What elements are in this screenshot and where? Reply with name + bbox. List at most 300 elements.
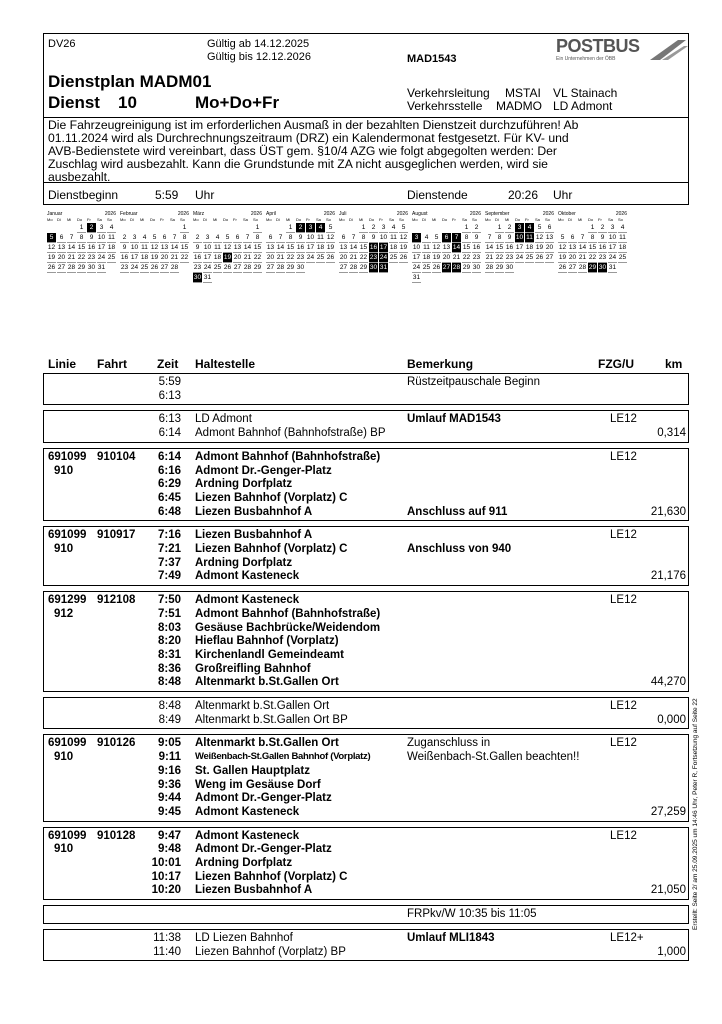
calendar-day: 1 — [588, 223, 597, 233]
calendar-empty — [485, 223, 494, 232]
zeit-value: 9:47 — [157, 829, 181, 842]
notice-text — [48, 119, 688, 184]
calendar-day: 6 — [233, 233, 242, 243]
calendar-day: 25 — [422, 264, 431, 271]
calendar-month — [485, 211, 554, 271]
weekday-label: So — [180, 217, 185, 222]
weekday-label: Fr — [452, 217, 456, 222]
calendar-day: 6 — [57, 233, 66, 243]
weekday-label: Mi — [505, 217, 510, 222]
calendar-day: 9 — [120, 243, 129, 253]
calendar-day: 19 — [223, 254, 232, 261]
linie-value: 691099 — [48, 529, 87, 542]
calendar-day: 23 — [120, 264, 129, 271]
fzg-value: LE12+ — [610, 931, 644, 944]
calendar-day: 1 — [180, 223, 189, 233]
calendar-day: 16 — [369, 244, 378, 251]
calendar-day: 4 — [389, 223, 398, 233]
calendar-day: 8 — [495, 233, 504, 243]
calendar-day: 31 — [379, 264, 388, 271]
col-haltestelle: Haltestelle — [195, 357, 256, 371]
linie-number: 910 — [54, 543, 74, 555]
haltestelle-value: St. Gallen Hauptplatz — [195, 764, 311, 777]
dienstbeginn-label: Dienstbeginn — [48, 188, 119, 202]
calendar-day: 2 — [369, 223, 378, 233]
weekday-label: Sa — [97, 217, 102, 222]
calendar-grid — [558, 223, 628, 273]
km-value: 1,000 — [657, 945, 686, 958]
calendar-empty — [452, 223, 461, 232]
page-title: Dienstplan MADM01 — [48, 72, 212, 91]
calendar-day: 21 — [170, 254, 179, 261]
weekday-label: Di — [203, 217, 207, 222]
calendar-day: 17 — [97, 244, 106, 251]
calendar-day: 10 — [412, 244, 421, 251]
haltestelle-value: Admont Bahnhof (Bahnhofstraße) BP — [195, 427, 386, 440]
haltestelle-value: Admont Kasteneck — [195, 805, 300, 818]
zeit-value: 10:01 — [151, 857, 181, 869]
calendar-day: 26 — [432, 264, 441, 271]
calendar-day: 10 — [97, 234, 106, 241]
calendar-month — [47, 211, 116, 271]
calendar-day: 26 — [399, 254, 408, 261]
zeit-value: 6:48 — [157, 505, 181, 518]
calendar-day: 10 — [306, 234, 315, 241]
weekday-label: Sa — [535, 217, 540, 222]
calendar-month-name: Oktober — [558, 211, 576, 217]
km-value: 44,270 — [650, 676, 686, 689]
valid-from: Gültig ab 14.12.2025 — [207, 38, 310, 50]
weekday-label: Mi — [359, 217, 364, 222]
calendar-day: 23 — [87, 254, 96, 261]
calendar-day: 17 — [306, 244, 315, 251]
haltestelle-value: Admont Kasteneck — [195, 594, 300, 607]
calendar-day: 8 — [286, 233, 295, 243]
km-value: 21,050 — [650, 884, 686, 897]
calendar-day: 11 — [141, 244, 148, 251]
bemerkung-value: Anschluss von 940 — [407, 543, 512, 555]
calendar-day: 9 — [369, 233, 378, 243]
calendar-day: 30 — [296, 264, 305, 271]
calendar-day: 13 — [568, 244, 577, 251]
calendar-day: 20 — [266, 254, 275, 261]
calendar-day: 20 — [339, 254, 348, 261]
dienstbeginn-uhr: Uhr — [195, 188, 215, 202]
dienstzeit-box — [43, 182, 689, 205]
calendar-day: 24 — [130, 264, 139, 271]
calendar-day: 22 — [588, 254, 597, 261]
calendar-day: 30 — [193, 274, 202, 281]
haltestelle-value: LD Liezen Bahnhof — [195, 931, 293, 944]
calendar-day: 3 — [608, 223, 617, 233]
doc-code: DV26 — [48, 38, 76, 50]
calendar-day: 23 — [598, 254, 607, 261]
col-linie: Linie — [48, 357, 77, 371]
km-value: 21,630 — [650, 505, 686, 518]
calendar-weekdays — [47, 217, 117, 222]
calendar-month-name: August — [412, 211, 428, 217]
notice-line: Die Fahrzeugreinigung ist im erforderlichen Ausmaß in der bezahlten Dienstzeit durchzuführen! Ab — [48, 118, 579, 132]
calendar-day: 14 — [276, 244, 285, 251]
calendar-day: 25 — [525, 254, 534, 261]
haltestelle-value: Admont Dr.-Genger-Platz — [195, 464, 332, 477]
fzg-value: LE12 — [610, 829, 637, 842]
weekday-label: Fr — [306, 217, 310, 222]
calendar-empty — [67, 223, 76, 232]
fahrt-value: 910128 — [97, 829, 136, 842]
bemerkung-value: FRPkv/W 10:35 bis 11:05 — [407, 908, 537, 921]
fzg-value: LE12 — [610, 737, 637, 750]
calendar-empty — [170, 223, 179, 232]
calendar-day: 26 — [535, 254, 544, 261]
calendar-day: 21 — [67, 254, 76, 261]
linie-value: 691099 — [48, 737, 87, 750]
weekday-label: Mi — [578, 217, 583, 222]
calendar-day: 23 — [296, 254, 305, 261]
calendar-day: 19 — [150, 254, 159, 261]
calendar-day: 12 — [558, 244, 567, 251]
calendar-day: 2 — [505, 223, 514, 233]
calendar-day: 10 — [203, 244, 212, 251]
calendar-empty — [233, 223, 242, 232]
calendar-empty — [193, 223, 202, 232]
calendar-weekdays — [485, 217, 555, 222]
zeit-value: 8:36 — [157, 662, 181, 675]
calendar-day: 24 — [412, 264, 421, 271]
calendar-day: 8 — [359, 233, 368, 243]
calendar-day: 22 — [180, 254, 189, 261]
km-value: 21,176 — [650, 570, 686, 583]
calendar-day: 26 — [558, 264, 567, 271]
calendar-day: 21 — [452, 254, 461, 261]
calendar-day: 4 — [213, 233, 222, 243]
calendar-empty — [422, 223, 431, 232]
calendar-month — [266, 211, 335, 271]
haltestelle-value: Liezen Bahnhof (Vorplatz) C — [195, 491, 348, 504]
calendar-day: 16 — [120, 254, 129, 261]
weekday-label: Mo — [412, 217, 418, 222]
haltestelle-value: Großreifling Bahnhof — [195, 662, 311, 675]
calendar-day: 14 — [452, 244, 461, 251]
calendar-day: 10 — [379, 234, 388, 241]
zeit-value: 8:31 — [157, 648, 181, 661]
calendar-day: 15 — [77, 244, 86, 251]
calendar-day: 10 — [515, 234, 524, 241]
calendar-day: 22 — [253, 254, 262, 261]
calendar-empty — [223, 223, 232, 232]
calendar-day: 17 — [608, 244, 617, 251]
calendar-day: 6 — [339, 233, 348, 243]
haltestelle-value: Liezen Busbahnhof A — [195, 529, 313, 542]
calendar-day: 7 — [452, 233, 461, 243]
calendar-day: 13 — [266, 244, 275, 251]
valid-to: Gültig bis 12.12.2026 — [207, 51, 311, 63]
weekday-label: Do — [150, 217, 156, 222]
calendar-day: 6 — [568, 233, 577, 243]
calendar-month — [558, 211, 627, 271]
zeit-value: 8:03 — [157, 621, 181, 634]
fzg-value: LE12 — [610, 450, 637, 463]
calendar-day: 11 — [619, 234, 626, 241]
calendar-month-name: März — [193, 211, 205, 217]
weekday-label: Do — [442, 217, 448, 222]
calendar-day: 11 — [108, 234, 115, 241]
calendar-day: 21 — [243, 254, 252, 261]
calendar-day: 23 — [472, 254, 481, 261]
zeit-value: 7:16 — [157, 529, 181, 542]
calendar-day: 16 — [505, 244, 514, 251]
calendar-day: 5 — [399, 223, 408, 233]
calendar-day: 31 — [203, 274, 212, 281]
calendar-day: 14 — [349, 244, 358, 251]
umlauf-code: MAD1543 — [407, 53, 457, 65]
haltestelle-value: Altenmarkt b.St.Gallen Ort — [195, 700, 330, 712]
weekday-label: Mo — [558, 217, 564, 222]
calendar-day: 9 — [505, 233, 514, 243]
weekday-label: Sa — [608, 217, 613, 222]
calendar-day: 22 — [359, 254, 368, 261]
calendar-day: 24 — [306, 254, 315, 261]
weekday-label: Do — [77, 217, 83, 222]
calendar-day: 30 — [87, 264, 96, 271]
calendar-day: 25 — [316, 254, 325, 261]
calendar-day: 27 — [568, 264, 577, 271]
dienst-days: Mo+Do+Fr — [195, 93, 280, 112]
weekday-label: Di — [422, 217, 426, 222]
calendar-day: 19 — [558, 254, 567, 261]
haltestelle-value: Weng im Gesäuse Dorf — [195, 778, 321, 791]
calendar-day: 9 — [598, 233, 607, 243]
calendar-year: 2026 — [104, 211, 116, 217]
weekday-label: Mo — [193, 217, 199, 222]
notice-line: AVB-Bedienstete wird vereinbart, dass ÜST gem. §10/4 AZG wie folgt abgegolten werden: Der — [48, 144, 557, 158]
calendar-day: 17 — [379, 244, 388, 251]
calendar-empty — [442, 223, 451, 232]
dienstbeginn-time: 5:59 — [155, 188, 179, 202]
calendar-day: 11 — [317, 234, 324, 241]
calendar-day: 30 — [505, 264, 514, 271]
calendar-day: 15 — [286, 244, 295, 251]
calendar-day: 16 — [193, 254, 202, 261]
calendar-day: 8 — [180, 233, 189, 243]
calendar-day: 12 — [47, 244, 56, 251]
logo-text: POSTBUS — [556, 36, 640, 56]
dienstende-label: Dienstende — [407, 188, 468, 202]
weekday-label: Di — [276, 217, 280, 222]
calendar-day: 14 — [578, 244, 587, 251]
col-bemerkung: Bemerkung — [407, 357, 474, 371]
calendar-day: 3 — [515, 223, 524, 233]
calendar-grid — [412, 223, 482, 283]
calendar-empty — [57, 223, 66, 232]
calendar-day: 11 — [526, 234, 533, 241]
calendar-day: 18 — [213, 254, 222, 261]
zeit-value: 6:45 — [157, 491, 181, 504]
calendar-day: 14 — [243, 244, 252, 251]
calendar-day: 14 — [170, 244, 179, 251]
weekday-label: So — [472, 217, 477, 222]
fzg-value: LE12 — [610, 594, 637, 607]
calendar-day: 14 — [67, 244, 76, 251]
dienstende-uhr: Uhr — [553, 188, 573, 202]
calendar-day: 1 — [286, 223, 295, 233]
calendar-day: 24 — [608, 254, 617, 261]
haltestelle-value: LD Admont — [195, 413, 252, 426]
calendar-grid — [193, 223, 263, 283]
weekday-label: Mi — [213, 217, 218, 222]
calendar-day: 29 — [495, 264, 504, 271]
calendar-weekdays — [412, 217, 482, 222]
calendar-day: 8 — [462, 233, 471, 243]
weekday-label: Mo — [266, 217, 272, 222]
calendar-day: 4 — [618, 223, 627, 233]
calendar-empty — [120, 223, 129, 232]
calendar-day: 27 — [57, 264, 66, 271]
logo-swoosh-icon — [648, 36, 688, 62]
weekday-label: Fr — [233, 217, 237, 222]
calendar-day: 3 — [130, 233, 139, 243]
km-value: 0,000 — [657, 713, 686, 726]
haltestelle-value: Admont Kasteneck — [195, 829, 300, 842]
calendar-month-name: Januar — [47, 211, 63, 217]
calendar-day: 25 — [140, 264, 149, 271]
calendar-weekdays — [558, 217, 628, 222]
weekday-label: Fr — [87, 217, 91, 222]
calendar-day: 21 — [578, 254, 587, 261]
haltestelle-value: Liezen Bahnhof (Vorplatz) BP — [195, 945, 346, 958]
fahrt-value: 910126 — [97, 737, 136, 750]
calendar-day: 29 — [359, 264, 368, 271]
zeit-value: 7:51 — [157, 607, 181, 620]
calendar-day: 17 — [515, 244, 524, 251]
calendar-day: 27 — [339, 264, 348, 271]
calendar-day: 2 — [193, 233, 202, 243]
haltestelle-value: Liezen Busbahnhof A — [195, 505, 313, 518]
calendar-day: 16 — [598, 244, 607, 251]
linie-value: 691099 — [48, 829, 87, 842]
calendar-day: 23 — [505, 254, 514, 261]
weekday-label: Sa — [243, 217, 248, 222]
calendar-year: 2026 — [615, 211, 627, 217]
calendar-day: 22 — [77, 254, 86, 261]
calendar-day: 22 — [462, 254, 471, 261]
col-fahrt: Fahrt — [97, 357, 127, 371]
calendar-grid — [485, 223, 555, 273]
col-fzg: FZG/U — [598, 357, 634, 371]
zeit-value: 7:21 — [157, 543, 181, 555]
calendar-day: 16 — [472, 244, 481, 251]
calendar-day: 24 — [203, 264, 212, 271]
fzg-value: LE12 — [610, 413, 637, 426]
calendar-day: 28 — [276, 264, 285, 271]
calendar-day: 1 — [77, 223, 86, 233]
calendar-day: 28 — [578, 264, 587, 271]
calendar-day: 2 — [87, 223, 96, 233]
dienstende-time: 20:26 — [508, 188, 539, 202]
zeit-value: 7:49 — [157, 570, 181, 583]
haltestelle-value: Admont Dr.-Genger-Platz — [195, 843, 332, 856]
calendar-day: 19 — [326, 244, 335, 251]
zeit-value: 9:05 — [157, 737, 181, 750]
zeit-value: 6:14 — [157, 450, 181, 463]
calendar-day: 5 — [326, 223, 335, 233]
calendar-day: 11 — [390, 234, 397, 241]
calendar-day: 18 — [316, 244, 325, 251]
weekday-label: So — [326, 217, 331, 222]
calendar-day: 24 — [97, 254, 106, 261]
calendar-day: 24 — [379, 254, 388, 261]
calendar-month — [339, 211, 408, 271]
calendar-day: 26 — [326, 254, 335, 261]
zeit-value: 8:49 — [158, 713, 181, 726]
calendar-day: 18 — [618, 244, 627, 251]
calendar-day: 6 — [545, 223, 554, 233]
bemerkung-value: Umlauf MAD1543 — [407, 413, 501, 426]
calendar-day: 2 — [296, 223, 305, 233]
calendar-day: 20 — [57, 254, 66, 261]
haltestelle-value: Weißenbach-St.Gallen Bahnhof (Vorplatz) — [195, 751, 371, 763]
calendar-year: 2026 — [469, 211, 481, 217]
haltestelle-value: Ardning Dorfplatz — [195, 478, 293, 491]
verkehrsleitung-code: MSTAI — [505, 86, 541, 100]
haltestelle-value: Ardning Dorfplatz — [195, 556, 293, 569]
calendar-day: 30 — [472, 264, 481, 271]
calendar-empty — [266, 223, 275, 232]
calendar-day: 13 — [57, 244, 66, 251]
zeit-value: 10:20 — [151, 884, 181, 897]
linie-number: 910 — [54, 751, 74, 764]
weekday-label: Fr — [525, 217, 529, 222]
haltestelle-value: Altenmarkt b.St.Gallen Ort BP — [195, 713, 348, 726]
calendar-day: 13 — [442, 244, 451, 251]
calendar-month-name: April — [266, 211, 277, 217]
calendar-day: 18 — [422, 254, 431, 261]
calendar-day: 31 — [608, 264, 617, 271]
calendar-day: 10 — [130, 244, 139, 251]
zeit-value: 7:37 — [157, 556, 181, 569]
calendar-day: 9 — [193, 243, 202, 253]
calendar-day: 7 — [276, 233, 285, 243]
calendar-weekdays — [266, 217, 336, 222]
zeit-value: 9:11 — [158, 751, 181, 764]
calendar-month — [193, 211, 262, 281]
calendar-empty — [213, 223, 222, 232]
calendar-weekdays — [120, 217, 190, 222]
calendar-year: 2026 — [250, 211, 262, 217]
calendar-day: 8 — [253, 233, 262, 243]
dienst-label: Dienst — [48, 93, 100, 112]
calendar-day: 25 — [213, 264, 222, 271]
weekday-label: Di — [495, 217, 499, 222]
calendar-day: 21 — [276, 254, 285, 261]
haltestelle-value: Hieflau Bahnhof (Vorplatz) — [195, 635, 339, 648]
linie-number: 910 — [54, 464, 74, 477]
weekday-label: Mo — [485, 217, 491, 222]
zeit-value: 7:50 — [157, 594, 181, 607]
calendar-day: 28 — [170, 264, 179, 271]
calendar-day: 4 — [140, 233, 149, 243]
weekday-label: So — [107, 217, 112, 222]
zeit-value: 8:48 — [158, 700, 181, 712]
calendar-day: 31 — [97, 264, 106, 271]
calendar-day: 7 — [67, 233, 76, 243]
calendar-year: 2026 — [177, 211, 189, 217]
bemerkung-value: Anschluss auf 911 — [407, 505, 508, 518]
calendar-day: 26 — [150, 264, 159, 271]
side-note: Erstellt: Seite 2/ am 25.09.2025 um 14:46 Uhr, Peter R, Fortsetzung auf Seite 22 — [692, 698, 699, 930]
linie-number: 912 — [54, 607, 74, 620]
calendar-day: 1 — [462, 223, 471, 233]
